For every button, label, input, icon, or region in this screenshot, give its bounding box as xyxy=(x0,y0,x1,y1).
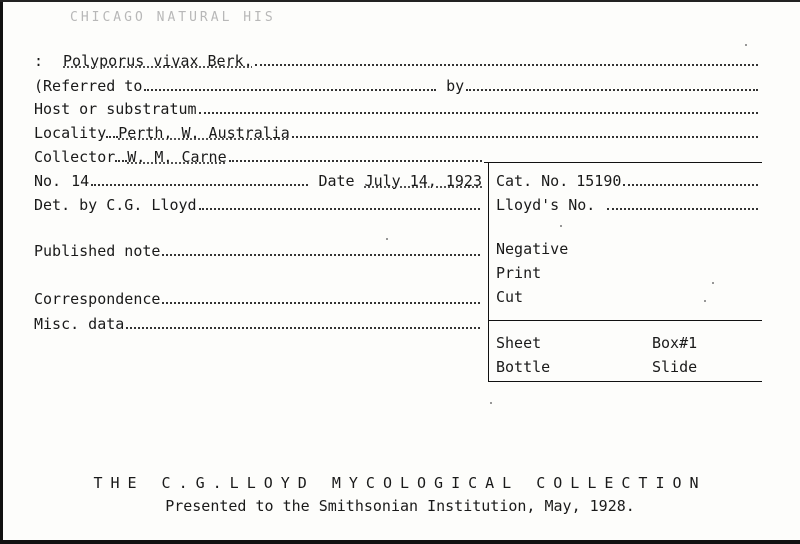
faded-header-text: CHICAGO NATURAL HIS xyxy=(70,10,276,25)
print-label: Print xyxy=(496,264,542,282)
box-value: #1 xyxy=(679,334,698,352)
correspondence-label: Correspondence xyxy=(34,290,161,308)
cat-line xyxy=(496,172,760,190)
scan-speck xyxy=(490,402,492,404)
no-label: No. xyxy=(34,172,62,190)
host-dots xyxy=(199,100,758,114)
presented-note: Presented to the Smithsonian Institution, May, 1928. xyxy=(165,497,635,515)
scan-speck xyxy=(386,238,388,240)
box-field xyxy=(652,334,697,352)
negative-label: Negative xyxy=(496,240,569,258)
by-label: by xyxy=(446,77,465,95)
sheet-label: Sheet xyxy=(496,334,542,352)
scan-speck xyxy=(560,225,562,227)
published-line xyxy=(34,242,482,260)
det-line xyxy=(34,196,482,214)
referred-line xyxy=(34,77,760,95)
collector-value: W. M. Carne xyxy=(127,148,227,166)
cut-label: Cut xyxy=(496,288,524,306)
published-label: Published note xyxy=(34,242,161,260)
box-left-rule xyxy=(488,162,489,382)
locality-line xyxy=(34,124,760,142)
correspondence-line xyxy=(34,290,482,308)
locality-dots xyxy=(292,124,758,138)
box-mid-rule xyxy=(488,320,762,321)
species-dots xyxy=(255,52,758,66)
lloyds-line xyxy=(496,196,760,214)
det-label: Det. by C.G. Lloyd xyxy=(34,196,197,214)
species-line xyxy=(34,52,760,70)
locality-label: Locality xyxy=(34,124,107,142)
scan-speck xyxy=(704,300,706,302)
referred-label: (Referred to xyxy=(34,77,143,95)
cat-dots xyxy=(623,172,758,186)
misc-dots xyxy=(126,315,480,329)
no-value: 14 xyxy=(71,172,90,190)
slide-label: Slide xyxy=(652,358,698,376)
collector-label: Collector xyxy=(34,148,116,166)
no-date-line xyxy=(34,172,482,190)
correspondence-dots xyxy=(162,290,480,304)
card-bottom-edge xyxy=(0,540,800,544)
locality-value: Perth, W. Australia xyxy=(118,124,290,142)
species-name: Polyporus vivax Berk. xyxy=(63,52,253,70)
cat-label: Cat. No. xyxy=(496,172,569,190)
card-left-edge xyxy=(0,0,3,544)
lloyds-dots xyxy=(607,196,758,210)
box-label: Box xyxy=(652,334,680,352)
scan-speck xyxy=(745,44,747,46)
det-dots xyxy=(199,196,480,210)
species-prefix: : xyxy=(34,52,44,70)
by-dots xyxy=(466,77,758,91)
collector-dots xyxy=(229,148,482,162)
host-line xyxy=(34,100,760,118)
scan-speck xyxy=(712,282,714,284)
published-dots xyxy=(162,242,480,256)
card-top-edge xyxy=(0,0,800,2)
collection-title: THE C.G.LLOYD MYCOLOGICAL COLLECTION xyxy=(93,474,707,492)
date-value: July 14, 1923 xyxy=(364,172,482,190)
host-label: Host or substratum xyxy=(34,100,197,118)
box-bottom-rule xyxy=(488,381,762,382)
date-label: Date xyxy=(318,172,355,190)
misc-line xyxy=(34,315,482,333)
misc-label: Misc. data xyxy=(34,315,125,333)
no-dots xyxy=(91,172,308,186)
box-top-rule xyxy=(484,162,762,163)
bottle-label: Bottle xyxy=(496,358,551,376)
cat-value: 15190 xyxy=(576,172,622,190)
collector-line xyxy=(34,148,484,166)
referred-dots xyxy=(144,77,436,91)
lloyds-label: Lloyd's No. xyxy=(496,196,596,214)
